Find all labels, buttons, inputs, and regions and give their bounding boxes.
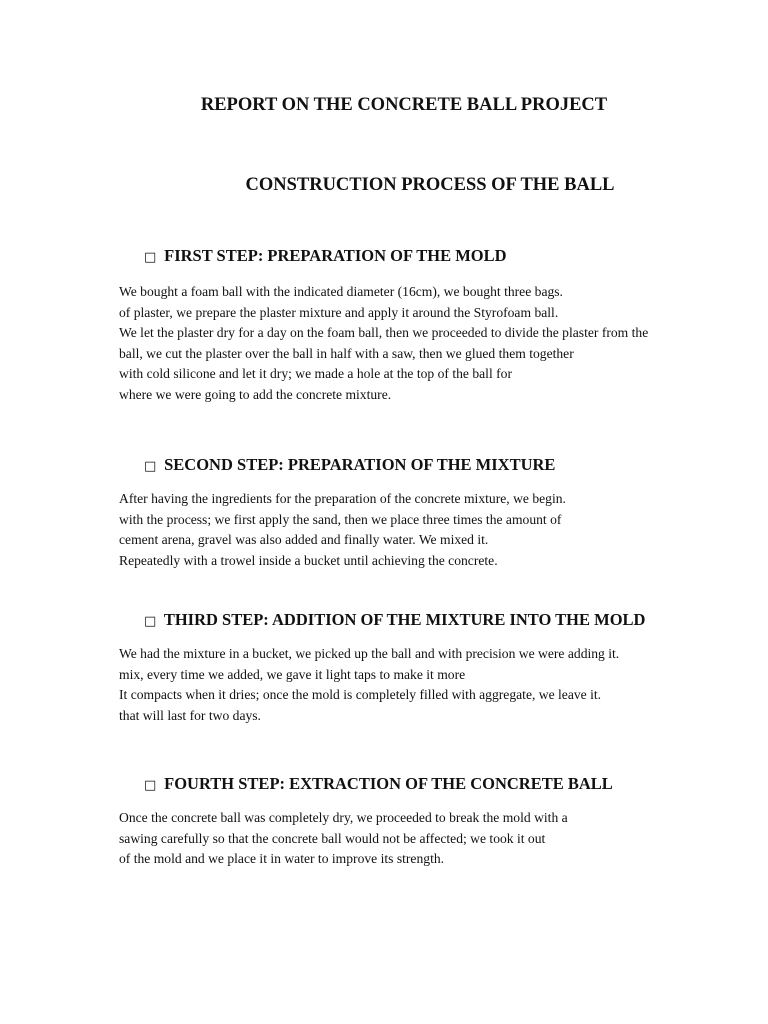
paragraph-line: with cold silicone and let it dry; we made a hole at the top of the ball for	[119, 366, 512, 381]
paragraph-line: We had the mixture in a bucket, we picked up the ball and with precision we were adding it.	[119, 646, 620, 661]
step-heading-text: FIRST STEP: PREPARATION OF THE MOLD	[164, 246, 507, 265]
step-paragraph-second	[119, 489, 566, 571]
step-heading-text: THIRD STEP: ADDITION OF THE MIXTURE INTO THE MOLD	[163, 610, 646, 629]
paragraph-line: cement arena, gravel was also added and finally water. We mixed it.	[119, 532, 489, 547]
paragraph-line: After having the ingredients for the preparation of the concrete mixture, we begin.	[119, 491, 566, 506]
paragraph-line: sawing carefully so that the concrete ball would not be affected; we took it out	[119, 830, 546, 846]
checkbox-bullet-icon: □	[144, 250, 157, 265]
step-heading-text: FOURTH STEP: EXTRACTION OF THE CONCRETE BALL	[164, 774, 613, 793]
paragraph-line: It compacts when it dries; once the mold is completely filled with aggregate, we leave it.	[119, 687, 602, 702]
paragraph-line: We bought a foam ball with the indicated diameter (16cm), we bought three bags.	[119, 284, 563, 299]
paragraph-line: where we were going to add the concrete mixture.	[119, 386, 392, 402]
step-heading-text: SECOND STEP: PREPARATION OF THE MIXTURE	[164, 455, 556, 474]
paragraph-line: Repeatedly with a trowel inside a bucket until achieving the concrete.	[119, 552, 498, 568]
checkbox-bullet-icon: □	[144, 614, 157, 629]
paragraph-line: ball, we cut the plaster over the ball in half with a saw, then we glued them together	[119, 345, 574, 361]
paragraph-line: that will last for two days.	[119, 707, 261, 723]
step-paragraph-fourth	[119, 808, 568, 870]
paragraph-line: mix, every time we added, we gave it light taps to make it more	[119, 666, 466, 682]
page-title: REPORT ON THE CONCRETE BALL PROJECT	[200, 95, 608, 115]
step-heading-second	[144, 455, 555, 475]
step-paragraph-first	[119, 282, 648, 405]
step-paragraph-third	[119, 644, 619, 726]
paragraph-line: of the mold and we place it in water to improve its strength.	[119, 851, 445, 866]
paragraph-line: with the process; we first apply the sand, then we place three times the amount of	[119, 511, 562, 527]
step-heading-third	[144, 610, 645, 630]
checkbox-bullet-icon: □	[144, 778, 157, 793]
step-heading-first	[144, 246, 507, 266]
paragraph-line: of plaster, we prepare the plaster mixture and apply it around the Styrofoam ball.	[119, 304, 559, 320]
step-heading-fourth	[144, 774, 613, 794]
section-title: CONSTRUCTION PROCESS OF THE BALL	[245, 175, 615, 195]
paragraph-line: Once the concrete ball was completely dry, we proceeded to break the mold with a	[119, 810, 568, 825]
checkbox-bullet-icon: □	[144, 459, 157, 474]
paragraph-line: We let the plaster dry for a day on the foam ball, then we proceeded to divide the plaster from the	[119, 325, 649, 340]
